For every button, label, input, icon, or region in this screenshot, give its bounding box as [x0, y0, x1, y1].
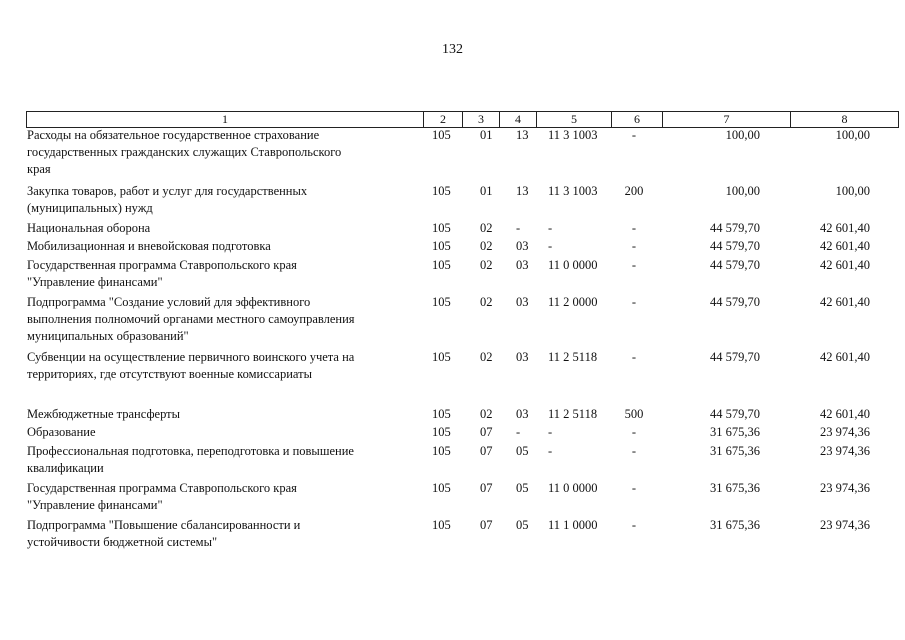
- cell-c8: 42 601,40: [820, 295, 870, 309]
- cell-c4: -: [516, 425, 521, 439]
- cell-c7: 100,00: [725, 184, 760, 198]
- cell-c3: 02: [480, 407, 493, 421]
- cell-c2: 105: [432, 350, 451, 364]
- row-name-line: квалификации: [27, 461, 104, 475]
- cell-c2: 105: [432, 481, 451, 495]
- cell-c7: 31 675,36: [710, 481, 760, 495]
- cell-c3: 02: [480, 239, 493, 253]
- cell-c2: 105: [432, 258, 451, 272]
- row-name-line: "Управление финансами": [27, 498, 163, 512]
- row-name-line: Межбюджетные трансферты: [27, 407, 181, 421]
- cell-c7: 31 675,36: [710, 425, 760, 439]
- page-number: 132: [442, 42, 463, 57]
- cell-c5: -: [548, 239, 553, 253]
- cell-c3: 02: [480, 258, 493, 272]
- row-name: [27, 517, 422, 551]
- cell-c8: 42 601,40: [820, 239, 870, 253]
- cell-c8: 23 974,36: [820, 444, 870, 458]
- header-col-7: 7: [662, 111, 790, 128]
- cell-c5: 11 3 1003: [548, 128, 598, 142]
- cell-c4: 03: [516, 258, 529, 272]
- cell-c4: -: [516, 221, 521, 235]
- row-name-line: Субвенции на осуществление первичного воинского учета на: [27, 350, 355, 364]
- row-name-line: муниципальных образований": [27, 329, 189, 343]
- cell-c4: 05: [516, 518, 529, 532]
- cell-c3: 02: [480, 221, 493, 235]
- cell-c2: 105: [432, 184, 451, 198]
- cell-c3: 07: [480, 444, 493, 458]
- row-name-line: Государственная программа Ставропольского края: [27, 258, 297, 272]
- cell-c4: 03: [516, 239, 529, 253]
- row-name-line: Подпрограмма "Создание условий для эффективного: [27, 295, 311, 309]
- cell-c5: 11 2 5118: [548, 350, 598, 364]
- cell-c7: 44 579,70: [710, 407, 760, 421]
- row-name: [27, 443, 422, 477]
- cell-c6: 500: [624, 407, 644, 421]
- header-col-5: 5: [536, 111, 611, 128]
- row-name-line: Национальная оборона: [27, 221, 151, 235]
- header-col-6: 6: [611, 111, 662, 128]
- row-name-line: государственных гражданских служащих Ставропольского: [27, 145, 342, 159]
- row-name: [27, 127, 422, 178]
- row-name: [27, 480, 422, 514]
- cell-c4: 13: [516, 184, 529, 198]
- row-name: [27, 406, 422, 423]
- cell-c8: 42 601,40: [820, 258, 870, 272]
- cell-c8: 23 974,36: [820, 481, 870, 495]
- row-name: [27, 183, 422, 217]
- cell-c6: -: [631, 239, 637, 253]
- cell-c5: 11 2 5118: [548, 407, 598, 421]
- row-name-line: Образование: [27, 425, 96, 439]
- row-name-line: территориях, где отсутствуют военные комиссариаты: [27, 367, 313, 381]
- cell-c3: 01: [480, 184, 493, 198]
- cell-c2: 105: [432, 239, 451, 253]
- header-col-1: 1: [26, 111, 423, 128]
- cell-c7: 31 675,36: [710, 518, 760, 532]
- row-name-line: выполнения полномочий органами местного самоуправления: [27, 312, 355, 326]
- cell-c7: 44 579,70: [710, 221, 760, 235]
- row-name-line: Расходы на обязательное государственное страхование: [27, 128, 320, 142]
- row-name: [27, 220, 422, 237]
- cell-c6: -: [631, 128, 637, 142]
- cell-c4: 03: [516, 295, 529, 309]
- cell-c6: -: [631, 518, 637, 532]
- row-name-line: Мобилизационная и вневойсковая подготовка: [27, 239, 271, 253]
- cell-c5: 11 1 0000: [548, 518, 598, 532]
- cell-c7: 44 579,70: [710, 350, 760, 364]
- cell-c3: 07: [480, 425, 493, 439]
- cell-c8: 42 601,40: [820, 407, 870, 421]
- header-col-4: 4: [499, 111, 536, 128]
- cell-c5: -: [548, 425, 553, 439]
- row-name: [27, 238, 422, 255]
- cell-c8: 100,00: [835, 128, 870, 142]
- row-name-line: устойчивости бюджетной системы": [27, 535, 218, 549]
- header-col-8: 8: [790, 111, 899, 128]
- cell-c4: 05: [516, 444, 529, 458]
- header-col-2: 2: [423, 111, 462, 128]
- cell-c6: -: [631, 258, 637, 272]
- row-name-line: Подпрограмма "Повышение сбалансированности и: [27, 518, 301, 532]
- cell-c2: 105: [432, 407, 451, 421]
- cell-c3: 01: [480, 128, 493, 142]
- cell-c3: 07: [480, 481, 493, 495]
- row-name: [27, 294, 422, 345]
- cell-c8: 42 601,40: [820, 221, 870, 235]
- row-name-line: Государственная программа Ставропольского края: [27, 481, 297, 495]
- cell-c6: -: [631, 481, 637, 495]
- cell-c8: 100,00: [835, 184, 870, 198]
- cell-c7: 100,00: [725, 128, 760, 142]
- cell-c6: -: [631, 221, 637, 235]
- cell-c2: 105: [432, 221, 451, 235]
- cell-c6: -: [631, 425, 637, 439]
- row-name: [27, 257, 422, 291]
- cell-c7: 44 579,70: [710, 295, 760, 309]
- row-name: [27, 349, 422, 383]
- cell-c4: 03: [516, 350, 529, 364]
- cell-c5: 11 2 0000: [548, 295, 598, 309]
- cell-c2: 105: [432, 444, 451, 458]
- row-name-line: края: [27, 162, 51, 176]
- cell-c5: 11 0 0000: [548, 258, 598, 272]
- row-name: [27, 424, 422, 441]
- cell-c5: 11 3 1003: [548, 184, 598, 198]
- cell-c6: 200: [624, 184, 644, 198]
- cell-c7: 44 579,70: [710, 258, 760, 272]
- cell-c6: -: [631, 295, 637, 309]
- row-name-line: Закупка товаров, работ и услуг для государственных: [27, 184, 308, 198]
- cell-c2: 105: [432, 518, 451, 532]
- cell-c2: 105: [432, 295, 451, 309]
- row-name-line: (муниципальных) нужд: [27, 201, 153, 215]
- cell-c7: 44 579,70: [710, 239, 760, 253]
- cell-c5: -: [548, 444, 553, 458]
- cell-c6: -: [631, 350, 637, 364]
- row-name-line: Профессиональная подготовка, переподготовка и повышение: [27, 444, 354, 458]
- cell-c8: 23 974,36: [820, 518, 870, 532]
- cell-c5: -: [548, 221, 553, 235]
- cell-c5: 11 0 0000: [548, 481, 598, 495]
- cell-c8: 23 974,36: [820, 425, 870, 439]
- cell-c4: 05: [516, 481, 529, 495]
- cell-c2: 105: [432, 128, 451, 142]
- cell-c7: 31 675,36: [710, 444, 760, 458]
- cell-c8: 42 601,40: [820, 350, 870, 364]
- cell-c3: 02: [480, 350, 493, 364]
- cell-c4: 13: [516, 128, 529, 142]
- cell-c3: 02: [480, 295, 493, 309]
- cell-c3: 07: [480, 518, 493, 532]
- row-name-line: "Управление финансами": [27, 275, 163, 289]
- cell-c4: 03: [516, 407, 529, 421]
- header-col-3: 3: [462, 111, 499, 128]
- cell-c2: 105: [432, 425, 451, 439]
- cell-c6: -: [631, 444, 637, 458]
